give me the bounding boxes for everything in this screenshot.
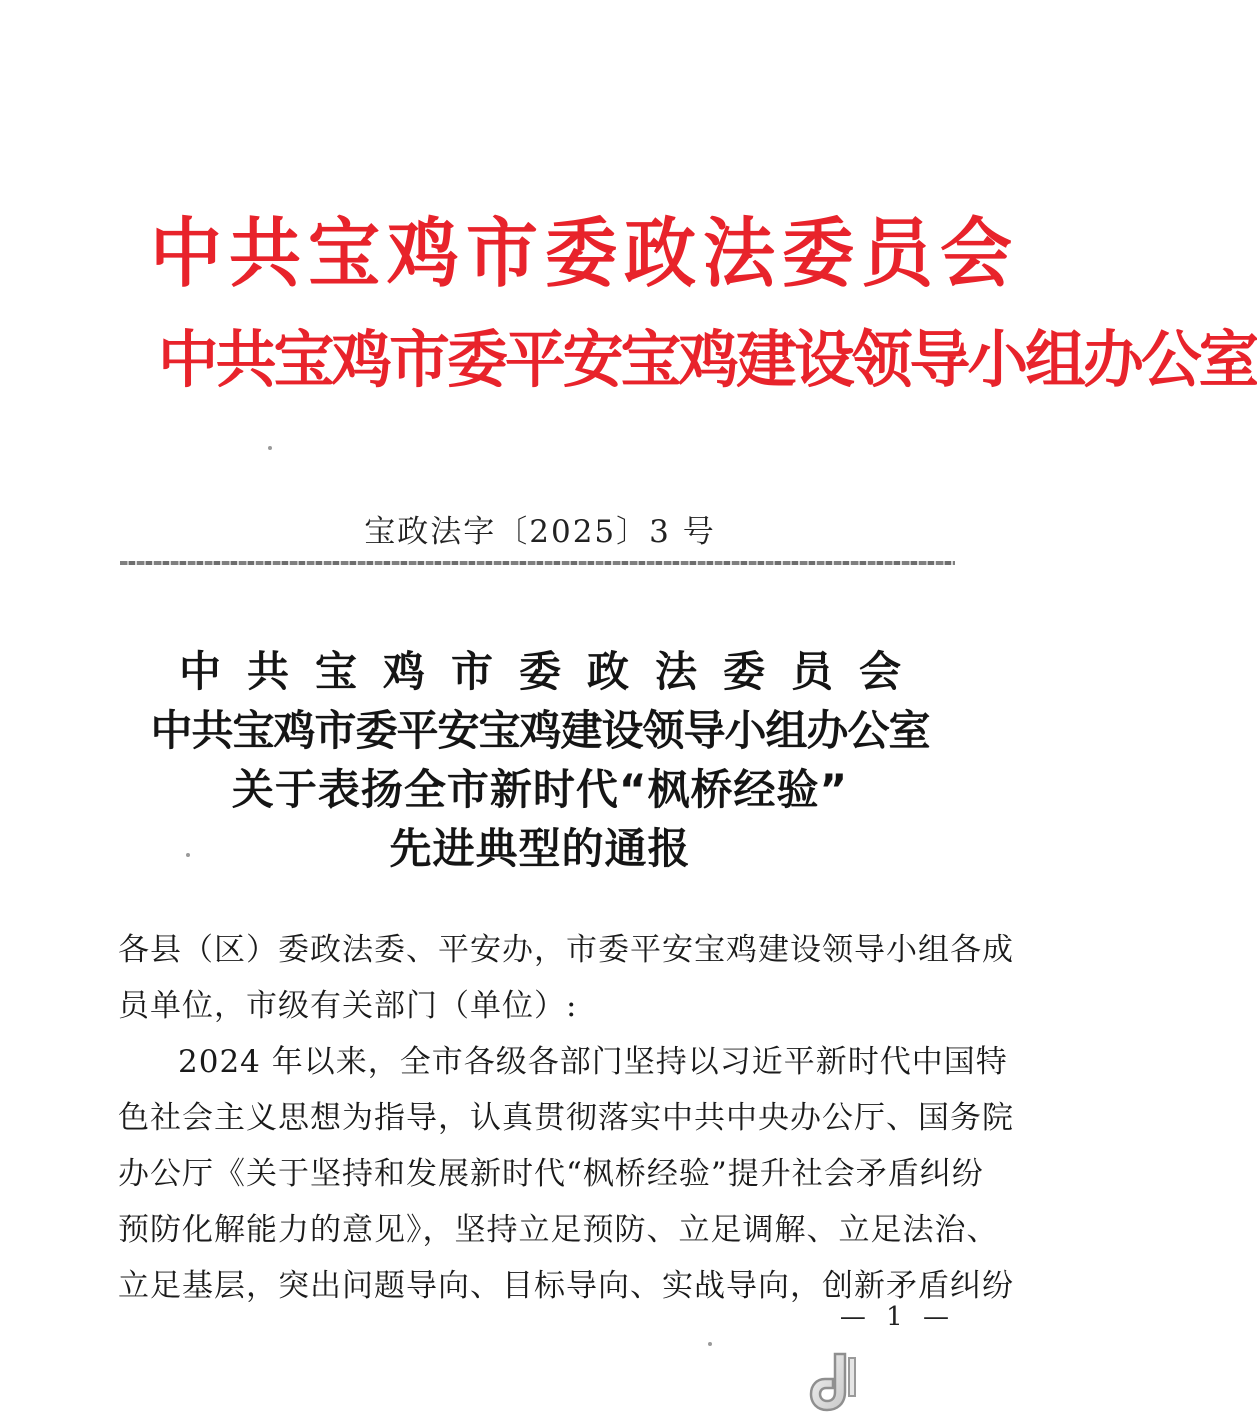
page-number: — 1 — [839, 1302, 955, 1332]
document-body [118, 922, 1014, 1314]
body-line: 员单位，市级有关部门（单位）: [118, 988, 578, 1024]
body-line: 立足基层，突出问题导向、目标导向、实战导向，创新矛盾纠纷 [118, 1268, 1014, 1304]
document-title [130, 642, 950, 878]
issuer-header-line-1: 中共宝鸡市委政法委员会 [150, 208, 1020, 298]
title-line-3: 关于表扬全市新时代“枫桥经验” [231, 765, 849, 814]
body-line: 预防化解能力的意见》，坚持立足预防、立足调解、立足法治、 [118, 1212, 999, 1248]
document-number: 宝政法字〔2025〕3 号 [364, 514, 716, 550]
title-line-4: 先进典型的通报 [389, 824, 691, 873]
body-line: 2024 年以来，全市各级各部门坚持以习近平新时代中国特 [178, 1044, 1008, 1080]
body-line: 办公厅《关于坚持和发展新时代“枫桥经验”提升社会矛盾纠纷 [118, 1156, 984, 1192]
header-divider [120, 561, 955, 565]
body-line: 各县（区）委政法委、平安办，市委平安宝鸡建设领导小组各成 [118, 932, 1014, 968]
title-line-2: 中共宝鸡市委平安宝鸡建设领导小组办公室 [150, 706, 930, 755]
scan-speck [268, 446, 272, 450]
body-line: 色社会主义思想为指导，认真贯彻落实中共中央办公厅、国务院 [118, 1100, 1014, 1136]
scan-speck [708, 1342, 712, 1346]
scan-speck [186, 853, 190, 857]
title-line-1: 中共宝鸡市委政法委员会 [178, 647, 927, 696]
app-watermark-logo-icon [803, 1348, 869, 1414]
issuer-header-line-2: 中共宝鸡市委平安宝鸡建设领导小组办公室 [157, 323, 1257, 396]
